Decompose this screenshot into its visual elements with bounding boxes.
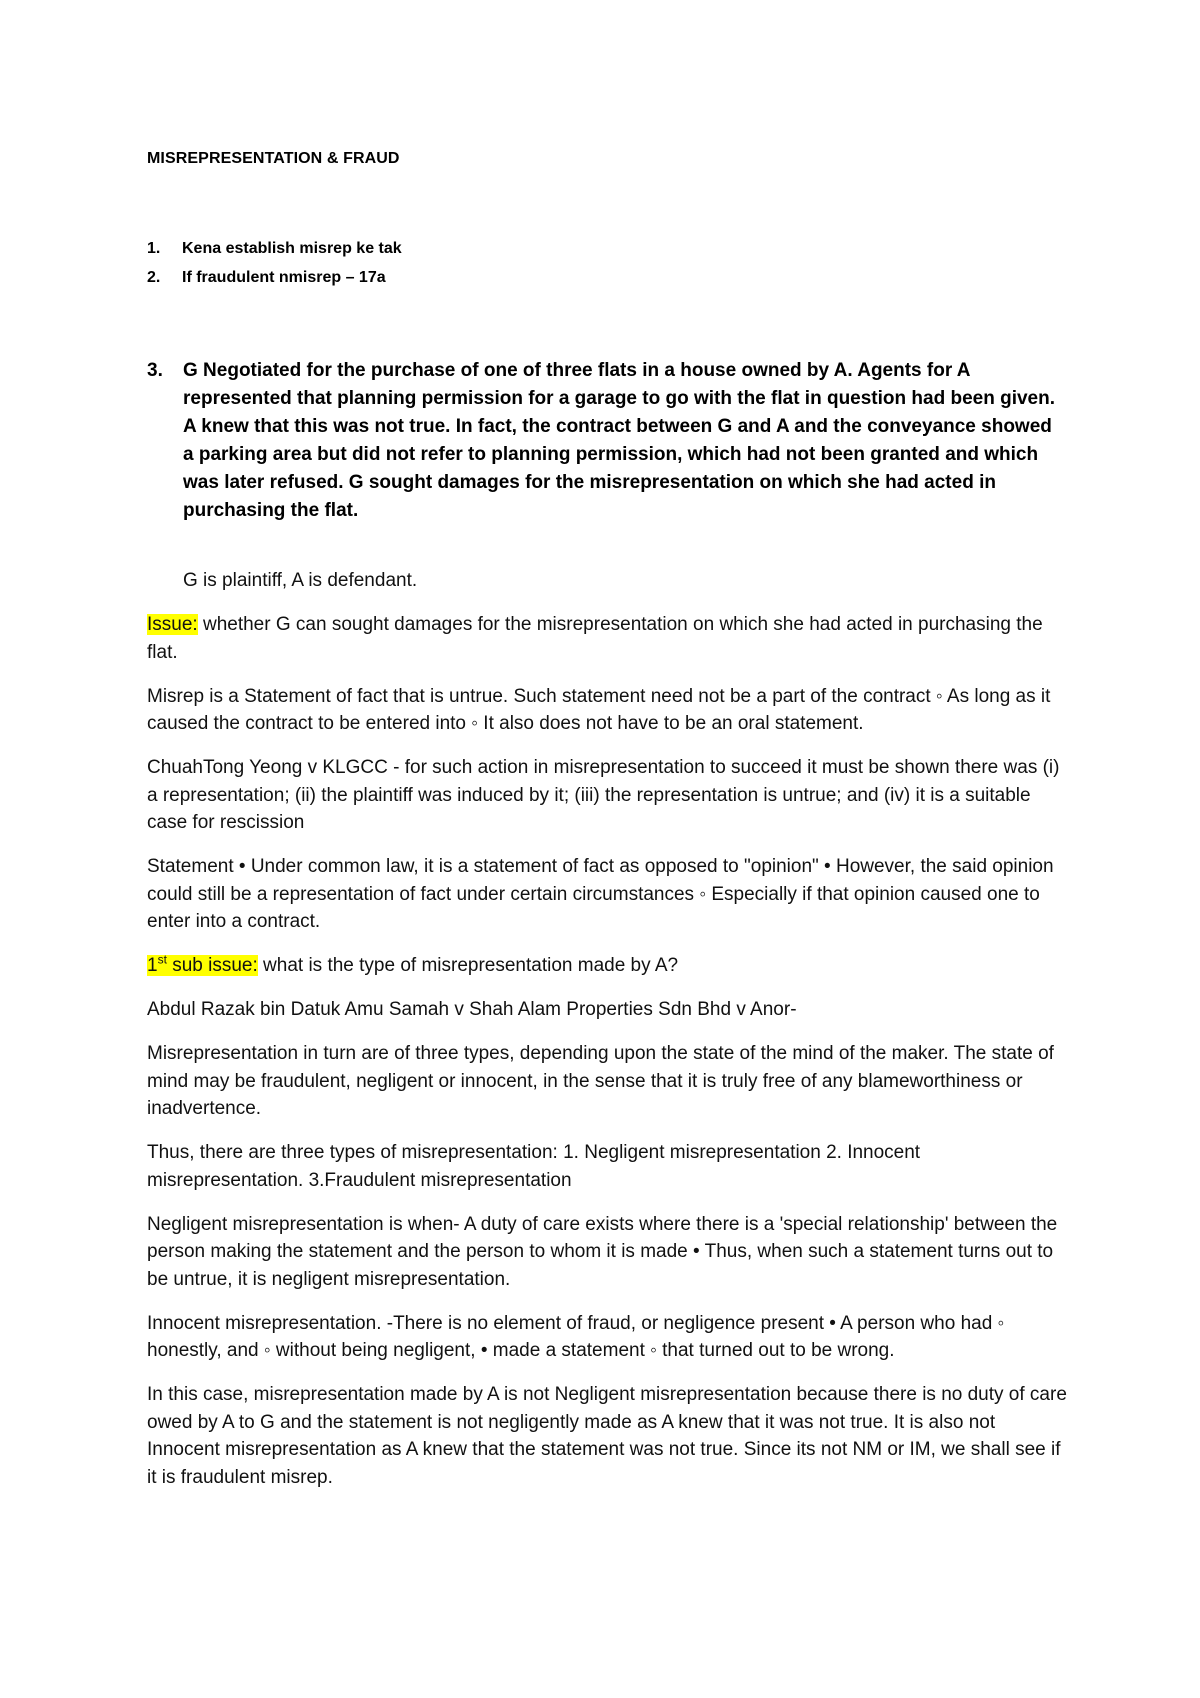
conclusion-paragraph: In this case, misrepresentation made by A is not Negligent misrepresentation because there is no duty of care owed by A to G and the statement is not negligently made as A knew that it was not true. It is also not Innocent misrepresentation as A knew that the statement was not true. Since its not NM or IM, we shall see if it is fraudulent misrep. (147, 1384, 1067, 1488)
question-text: G Negotiated for the purchase of one of three flats in a house owned by A. Agents for A represented that planning permission for a garage to go with the flat in question had been given. A knew that this was not true. In fact, the contract between G and A and the conveyance showed a parking area but did not refer to planning permission, which had not been granted and which was later refused. G sought damages for the misrepresentation on which she had acted in purchasing the flat. (183, 360, 1055, 521)
statement-paragraph: Statement • Under common law, it is a statement of fact as opposed to "opinion" • However, the said opinion could still be a representation of fact under certain circumstances ◦ Especially if that opinion caused one to enter into a contract. (147, 856, 1054, 932)
list-item-number: 1. (147, 240, 161, 257)
chuah-case-paragraph: ChuahTong Yeong v KLGCC - for such action in misrepresentation to succeed it must be shown there was (i) a representation; (ii) the plaintiff was induced by it; (iii) the representation is untrue; and (iv) it is a suitable case for rescission (147, 757, 1060, 833)
sub-issue-paragraph (147, 952, 1072, 980)
list-item (147, 240, 402, 269)
sub-issue-text: what is the type of misrepresentation made by A? (257, 955, 679, 976)
issue-text: whether G can sought damages for the misrepresentation on which she had acted in purchasing the flat. (147, 614, 1043, 663)
issue-label-highlight: Issue: (147, 614, 198, 635)
sub-issue-label-number: 1 (147, 955, 158, 976)
list-item-number: 2. (147, 269, 161, 286)
abdul-razak-case-paragraph: Abdul Razak bin Datuk Amu Samah v Shah Alam Properties Sdn Bhd v Anor- (147, 999, 797, 1020)
three-types-paragraph: Thus, there are three types of misrepresentation: 1. Negligent misrepresentation 2. Innocent misrepresentation. 3.Fraudulent misrepresentation (147, 1142, 921, 1191)
sub-issue-label-highlight (147, 952, 258, 976)
sub-issue-label-text: sub issue: (166, 955, 258, 976)
innocent-misrep-paragraph: Innocent misrepresentation. -There is no element of fraud, or negligence present • A person who had ◦ honestly, and ◦ without being negligent, • made a statement ◦ that turned out to be wrong. (147, 1312, 1005, 1361)
parties-paragraph: G is plaintiff, A is defendant. (183, 570, 418, 591)
document-title: MISREPRESENTATION & FRAUD (147, 150, 400, 167)
question-number: 3. (147, 360, 163, 381)
issue-paragraph (147, 611, 1072, 666)
sub-issue-label-ordinal: st (157, 952, 167, 967)
answer-body (147, 567, 1072, 1508)
list-item-text: Kena establish misrep ke tak (182, 240, 402, 257)
negligent-misrep-paragraph: Negligent misrepresentation is when- A duty of care exists where there is a 'special relationship' between the person making the statement and the person to whom it is made • Thus, when such a statement turns out to be untrue, it is negligent misrepresentation. (147, 1213, 1058, 1290)
misrep-definition-paragraph: Misrep is a Statement of fact that is untrue. Such statement need not be a part of the contract ◦ As long as it caused the contract to be entered into ◦ It also does not have to be an oral statement. (147, 685, 1051, 734)
list-item-text: If fraudulent nmisrep – 17a (182, 269, 386, 286)
list-item (147, 269, 402, 298)
question-block (147, 357, 1067, 525)
steps-list (147, 240, 402, 298)
types-intro-paragraph: Misrepresentation in turn are of three types, depending upon the state of the mind of the maker. The state of mind may be fraudulent, negligent or innocent, in the sense that it is truly free of any blameworthiness or inadvertence. (147, 1043, 1054, 1119)
